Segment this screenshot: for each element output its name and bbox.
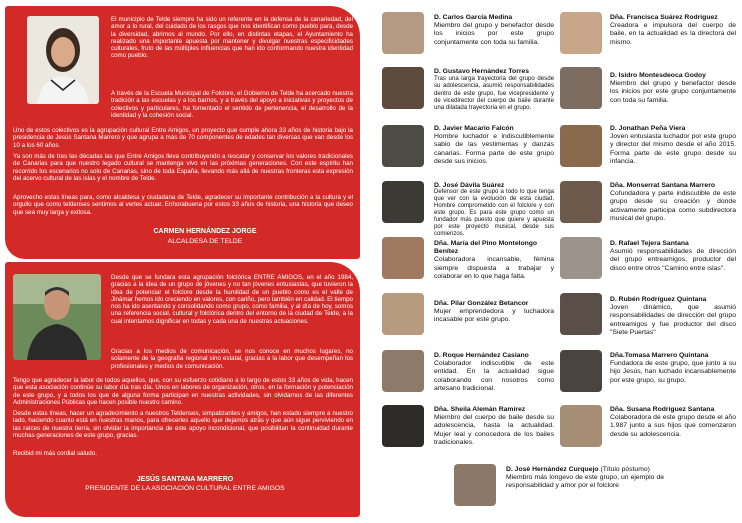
mayor-paragraph-1: El municipio de Telde siempre ha sido un referente en la defensa de la canariedad, del amor a lo rural, del cuidado de los rasgos que nos identifican como pueblo para, desde la diversidad, abrirnos al mundo. Por ello, en distintas etapas, el Ayuntamiento ha realizado una importante apuesta por mantener y divulgar nuestras especificidades culturales, fruto de las múltiples influencias que han ido conformando nuestra identidad como pueblo. xyxy=(111,16,353,60)
member-entry: Dña. Monserrat Santana Marrero Cofundadora y parte indiscutible de este grupo desde su creación y donde activamente participa como subdirectora musical del grupo. xyxy=(610,182,736,222)
member-entry: D. Carlos García Medina Miembro del grupo y benefactor desde los inicios por este grupo conjuntamente con toda su familia. xyxy=(434,14,554,46)
mayor-signature-name: CARMEN HERNÁNDEZ JORGE xyxy=(153,228,257,235)
member-entry: D. José Dávila Suárez Defensor de este grupo a todo lo que tenga que ver con la evolución de esta ciudad. Hombre comprometido con el folclore y con este grupo. Es para este grupo como un fundador más puesto que quiere y apuesta por este proyecto musical, desde sus comienzos. xyxy=(434,182,554,237)
member-photo xyxy=(560,350,602,392)
member-entry: D. Javier Macario Falcón Hombre luchador e indiscutiblemente sabio de las vestimentas y danzas canarias. Forma parte de este grupo desde sus inicios. xyxy=(434,125,554,165)
president-paragraph-4: Desde estas líneas, hacer un agradecimiento a nuestros Teldenses, simpatizantes y amigos, han estado siempre a nuestro lado, haciendo cuanto está en nuestras manos, para ofrecerles aquello que dejamos atrás y que aún sigue perviviendo en las raíces de nuestra tierra, sin olvidar la importancia de este apoyo incondicional, que posibilitan la continuidad durante muchas generaciones de este grupo, gracias. xyxy=(13,410,353,439)
president-paragraph-3: Tengo que agradecer la labor de todos aquellos, que, con su esfuerzo cotidiano a lo largo de estos 33 años de vida, hacen que esta asociación continúe su labor día tras día. Unos en labores de organización, otros, en la formación y potenciación de este grupo, y a todos los que de alguna forma participan en nuestras actividades, sin olvidarnos de las diferentes Administraciones Públicas que hacen posible nuestro camino. xyxy=(13,377,353,406)
member-entry: Dña. Francisca Suárez Rodríguez Creadora e impulsora del cuerpo de baile, en la actualidad es la directora del mismo. xyxy=(610,14,736,46)
member-photo xyxy=(560,181,602,223)
member-entry: D. José Hernández Curquejo (Título póstumo) Miembro más longevo de este grupo, un ejemplo de responsabilidad y amor por el folclore xyxy=(506,466,664,490)
member-entry: D. Rubén Rodríguez Quintana Joven dinámico, que asumió responsabilidades de dirección del grupo entreamigos y fue productor del disco "Siete Puertas" xyxy=(610,296,736,336)
member-photo xyxy=(382,125,424,167)
mayor-paragraph-3: Uno de estos colectivos es la agrupación cultural Entre Amigos, un proyecto que cumple ahora 33 años de historia bajo la presidencia de Jesús Santana Marrero y que agrupa a más de 70 componentes de edades tan diversas que van desde los 10 a los 60 años. xyxy=(13,127,353,149)
member-entry: Dña. María del Pino Montelongo Benítez Colaboradora incansable, fémina siempre dispuesta a trabajar y colaborar en lo que haga falta. xyxy=(434,240,554,280)
president-paragraph-5: Recibid mi más cordial saludo. xyxy=(13,450,97,457)
president-letter-panel xyxy=(5,262,360,517)
mayor-paragraph-4: Ya son más de tres las décadas las que Entre Amigos lleva contribuyendo a rescatar y conservar los valores tradicionales de Canarias para que nuestro legado cultural se mantenga vivo en las próximas generaciones. Con este espíritu han recorrido los escenarios no solo de Canarias, sino de toda España, llevando más allá de nuestras fronteras esta expresión del acervo cultural de las islas y el nombre de Telde. xyxy=(13,153,353,182)
member-photo xyxy=(560,293,602,335)
mayor-signature-role: ALCALDESA DE TELDE xyxy=(167,238,243,245)
president-signature-role: PRESIDENTE DE LA ASOCIACIÓN CULTURAL ENTRE AMIGOS xyxy=(85,485,285,492)
mayor-photo xyxy=(27,16,99,104)
member-entry: Dña. Susana Rodríguez Santana Colaboradora de este grupo desde el año 1.987 junto a sus hijos que comenzaron desde su adolescencia. xyxy=(610,406,736,438)
member-entry: D. Jonathan Peña Viera Joven entusiasta luchador por este grupo y director del mismo desde el año 2015. Forma parte de este grupo desde su infancia. xyxy=(610,125,736,165)
president-photo xyxy=(13,274,101,360)
mayor-letter-panel xyxy=(5,6,360,259)
members-page xyxy=(374,0,742,523)
member-photo xyxy=(382,350,424,392)
member-photo xyxy=(560,405,602,447)
mayor-paragraph-5: Aprovecho estas líneas para, como alcaldesa y ciudadana de Telde, agradecer su importante contribución a la cultura y el orgullo que como teldenses sentimos al verles actuar. Enhorabuena por estos 33 años de historia, una historia que deseo que sea muy larga y exitosa. xyxy=(13,194,353,216)
president-signature-name: JESÚS SANTANA MARRERO xyxy=(136,476,234,483)
member-photo xyxy=(454,464,496,506)
member-photo xyxy=(382,237,424,279)
member-photo xyxy=(560,12,602,54)
member-entry: Dña.Tomasa Marrero Quintana Fundadora de este grupo, que junto a su hijo Jesús, han luchado incansablemente por este grupo, su grupo. xyxy=(610,352,736,384)
president-paragraph-2: Gracias a los medios de comunicación, se nos conoce en muchos lugares, no solamente de la geografía regional sino estatal, gracias a la labor que desempeñan los profesionales y medios de comunicación. xyxy=(111,348,353,370)
mayor-paragraph-2: A través de la Escuela Municipal de Folclore, el Gobierno de Telde ha acercado nuestra tradición a las escuelas y a los barrios, y a través del apoyo a iniciativas y proyectos de colectivos y particulares, ha fomentado el sentido de pertenencia, el desarrollo de la identidad y la cohesión social. xyxy=(111,90,353,119)
member-entry: D. Rafael Tejera Santana Asumió responsabilidades de dirección del grupo entreamigos, productor del disco entre otros "Camino entre islas". xyxy=(610,240,736,272)
member-photo xyxy=(382,405,424,447)
member-photo xyxy=(560,67,602,109)
member-entry: Dña. Sheila Alemán Ramírez Miembro del cuerpo de baile desde su adolescencia, hasta la actualidad. Mujer leal y conocedora de los bailes tradicionales. xyxy=(434,406,554,446)
member-entry: D. Gustavo Hernández Torres Tras una larga trayectoria del grupo desde su adolescencia, asumió responsabilidades dentro de este grupo, fue vicepresidente y de vicedirector del cuerpo de baile durante una dilatada trayectoria en el grupo. xyxy=(434,68,554,112)
member-entry: D. Roque Hernández Casiano Colaborador indiscutible de este entidad. En la actualidad sigue colaborando con nosotros como artesano tradicional. xyxy=(434,352,554,392)
member-photo xyxy=(382,293,424,335)
member-entry: D. Isidro Montesdeoca Godoy Miembro del grupo y benefactor desde los inicios por este grupo conjuntamente con toda su familia. xyxy=(610,72,736,104)
member-photo xyxy=(560,125,602,167)
member-photo xyxy=(382,181,424,223)
member-entry: Dña. Pilar González Betancor Mujer emprendedora y luchadora incasable por este grupo. xyxy=(434,300,554,324)
member-photo xyxy=(382,67,424,109)
president-paragraph-1: Desde que se fundara esta agrupación folclórica ENTRE AMIGOS, en el año 1984, gracias a la idea de un grupo de jóvenes y no tan jóvenes entusiastas, que tuvieron la idea de potenciar el folclore desde la humildad de un pueblo como es el valle de Jinámar hemos ido creciendo en valores, con cariño, pero también en calidad. El tiempo nos ha ido asentando y consolidando como grupo, como familia, y al día de hoy, somos una referencia social, cultural y folclórica dentro del entorno de la ciudad de Telde, a la cual intentamos dignificar en todas y cada una de nuestras actuaciones. xyxy=(111,274,353,325)
member-photo xyxy=(560,237,602,279)
member-photo xyxy=(382,12,424,54)
